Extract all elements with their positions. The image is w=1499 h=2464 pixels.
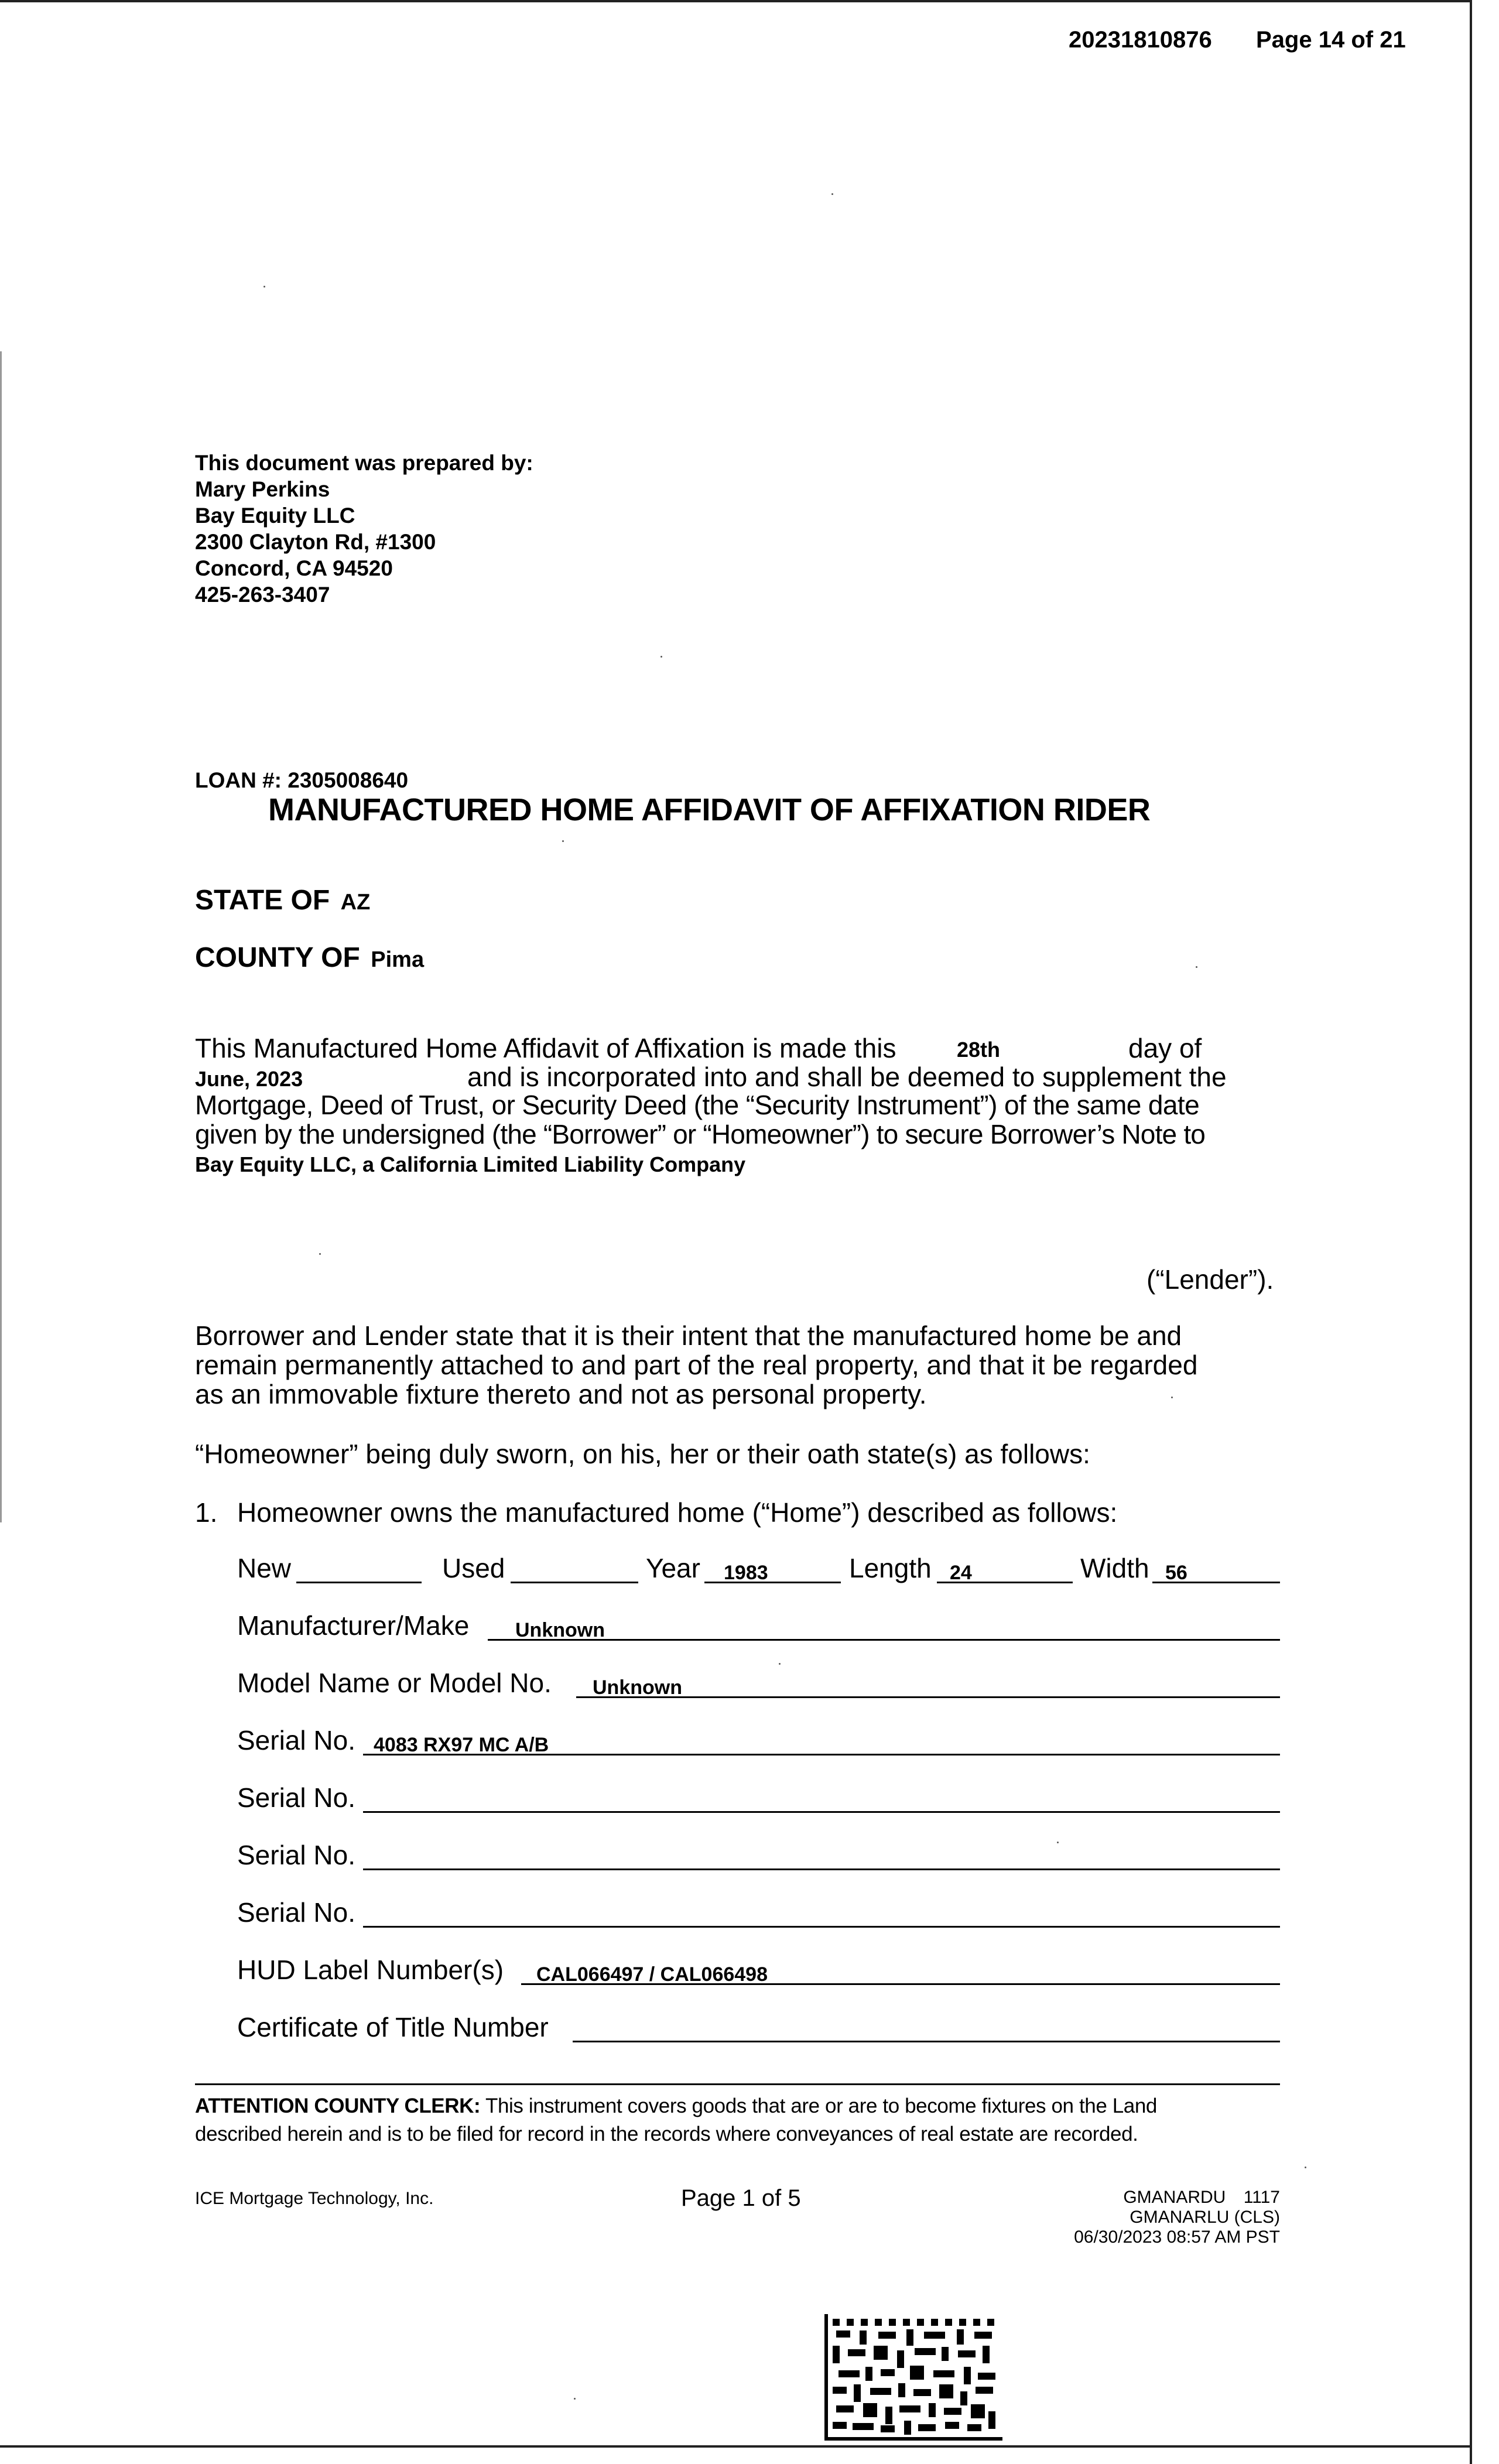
- recording-number: 20231810876: [1069, 27, 1212, 53]
- oath-statement: “Homeowner” being duly sworn, on his, her or their oath state(s) as follows:: [195, 1439, 1090, 1469]
- preparer-block: [195, 450, 533, 608]
- hud-value: CAL066497 / CAL066498: [536, 1963, 768, 1986]
- scan-speck: [660, 656, 662, 658]
- new-field-line: [296, 1582, 422, 1583]
- bottom-border: [0, 2445, 1471, 2448]
- preparer-company: Bay Equity LLC: [195, 504, 355, 528]
- form-code-2: GMANARLU (CLS): [1130, 2208, 1280, 2227]
- county-label: COUNTY OF: [195, 942, 360, 973]
- serial-label-1: Serial No.: [237, 1725, 355, 1755]
- lender-name: Bay Equity LLC, a California Limited Liability Company: [195, 1152, 746, 1176]
- left-border: [0, 351, 2, 1522]
- scan-speck: [574, 2398, 576, 2400]
- length-label: Length: [849, 1553, 932, 1583]
- manufacturer-label: Manufacturer/Make: [237, 1610, 470, 1641]
- serial-label-4: Serial No.: [237, 1897, 355, 1928]
- day-of-label: day of: [1128, 1033, 1202, 1063]
- form-number: 1117: [1243, 2188, 1280, 2207]
- form-timestamp: 06/30/2023 08:57 AM PST: [1074, 2227, 1280, 2247]
- top-border: [0, 0, 1470, 2]
- form-code-1: GMANARDU: [1123, 2188, 1226, 2207]
- attention-text-2: described herein and is to be filed for record in the records where conveyances of real estate are recorded.: [195, 2123, 1138, 2145]
- scan-speck: [263, 286, 265, 288]
- length-value: 24: [950, 1562, 972, 1584]
- intro-line-2: and is incorporated into and shall be deemed to supplement the: [467, 1062, 1227, 1092]
- width-value: 56: [1165, 1562, 1187, 1584]
- scan-speck: [1057, 1842, 1059, 1843]
- model-label: Model Name or Model No.: [237, 1668, 552, 1698]
- manufacturer-field-line: [488, 1639, 1280, 1641]
- day-value: 28th: [957, 1038, 1001, 1062]
- barcode-image: [824, 2314, 1002, 2441]
- used-field-line: [511, 1582, 638, 1583]
- scan-speck: [319, 1253, 321, 1255]
- scan-speck: [1171, 1397, 1173, 1398]
- model-value: Unknown: [593, 1676, 682, 1699]
- preparer-city: Concord, CA 94520: [195, 556, 393, 580]
- county-row: [195, 942, 424, 974]
- scan-speck: [779, 1663, 781, 1665]
- title-certificate-field-line: [573, 2041, 1280, 2042]
- serial-field-line-2: [363, 1811, 1280, 1813]
- item-1-text: Homeowner owns the manufactured home (“Home”) described as follows:: [237, 1497, 1118, 1528]
- loan-value: 2305008640: [288, 768, 409, 792]
- year-label: Year: [646, 1553, 700, 1583]
- width-label: Width: [1080, 1553, 1149, 1583]
- hud-label: HUD Label Number(s): [237, 1955, 504, 1985]
- preparer-heading: This document was prepared by:: [195, 451, 533, 475]
- month-year-value: June, 2023: [195, 1067, 303, 1091]
- serial-field-line-4: [363, 1926, 1280, 1928]
- used-label: Used: [442, 1553, 505, 1583]
- scan-speck: [1196, 966, 1197, 968]
- footer-form-codes: [995, 2188, 1280, 2247]
- scan-speck: [831, 193, 833, 195]
- page-indicator: Page 14 of 21: [1256, 27, 1406, 53]
- lender-suffix: (“Lender”).: [1147, 1264, 1274, 1295]
- intro-line-4: given by the undersigned (the “Borrower” or “Homeowner”) to secure Borrower’s Note to: [195, 1119, 1206, 1149]
- preparer-name: Mary Perkins: [195, 477, 330, 501]
- year-value: 1983: [724, 1562, 768, 1584]
- loan-number: [195, 768, 408, 793]
- document-title: MANUFACTURED HOME AFFIDAVIT OF AFFIXATION RIDER: [268, 792, 1151, 827]
- attention-notice: [195, 2092, 1157, 2148]
- attention-divider: [195, 2083, 1280, 2085]
- footer-company: ICE Mortgage Technology, Inc.: [195, 2189, 434, 2208]
- preparer-street: 2300 Clayton Rd, #1300: [195, 530, 436, 554]
- intent-line: as an immovable fixture thereto and not as personal property.: [195, 1379, 927, 1409]
- scan-speck: [562, 840, 564, 842]
- state-label: STATE OF: [195, 885, 330, 916]
- footer-page: Page 1 of 5: [681, 2185, 801, 2211]
- intro-line-1: This Manufactured Home Affidavit of Affixation is made this: [195, 1033, 896, 1063]
- serial-label-2: Serial No.: [237, 1782, 355, 1813]
- manufacturer-value: Unknown: [515, 1619, 605, 1641]
- attention-label: ATTENTION COUNTY CLERK:: [195, 2095, 481, 2117]
- attention-text-1: This instrument covers goods that are or are to become fixtures on the Land: [485, 2095, 1157, 2117]
- intro-line-3: Mortgage, Deed of Trust, or Security Deed (the “Security Instrument”) of the same date: [195, 1090, 1200, 1120]
- intent-line: Borrower and Lender state that it is their intent that the manufactured home be and: [195, 1320, 1182, 1351]
- serial-label-3: Serial No.: [237, 1840, 355, 1870]
- right-border: [1470, 0, 1472, 2464]
- state-value: AZ: [340, 890, 371, 915]
- state-row: [195, 884, 370, 916]
- scan-speck: [1305, 2167, 1306, 2168]
- title-certificate-label: Certificate of Title Number: [237, 2012, 549, 2042]
- serial-value-1: 4083 RX97 MC A/B: [374, 1734, 549, 1756]
- item-1-number: 1.: [195, 1497, 218, 1528]
- preparer-phone: 425-263-3407: [195, 583, 330, 607]
- new-label: New: [237, 1553, 292, 1583]
- loan-label: LOAN #:: [195, 768, 282, 792]
- county-value: Pima: [371, 947, 425, 972]
- intent-line: remain permanently attached to and part of the real property, and that it be regarded: [195, 1350, 1198, 1380]
- intent-paragraph: [195, 1321, 1197, 1409]
- serial-field-line-3: [363, 1868, 1280, 1870]
